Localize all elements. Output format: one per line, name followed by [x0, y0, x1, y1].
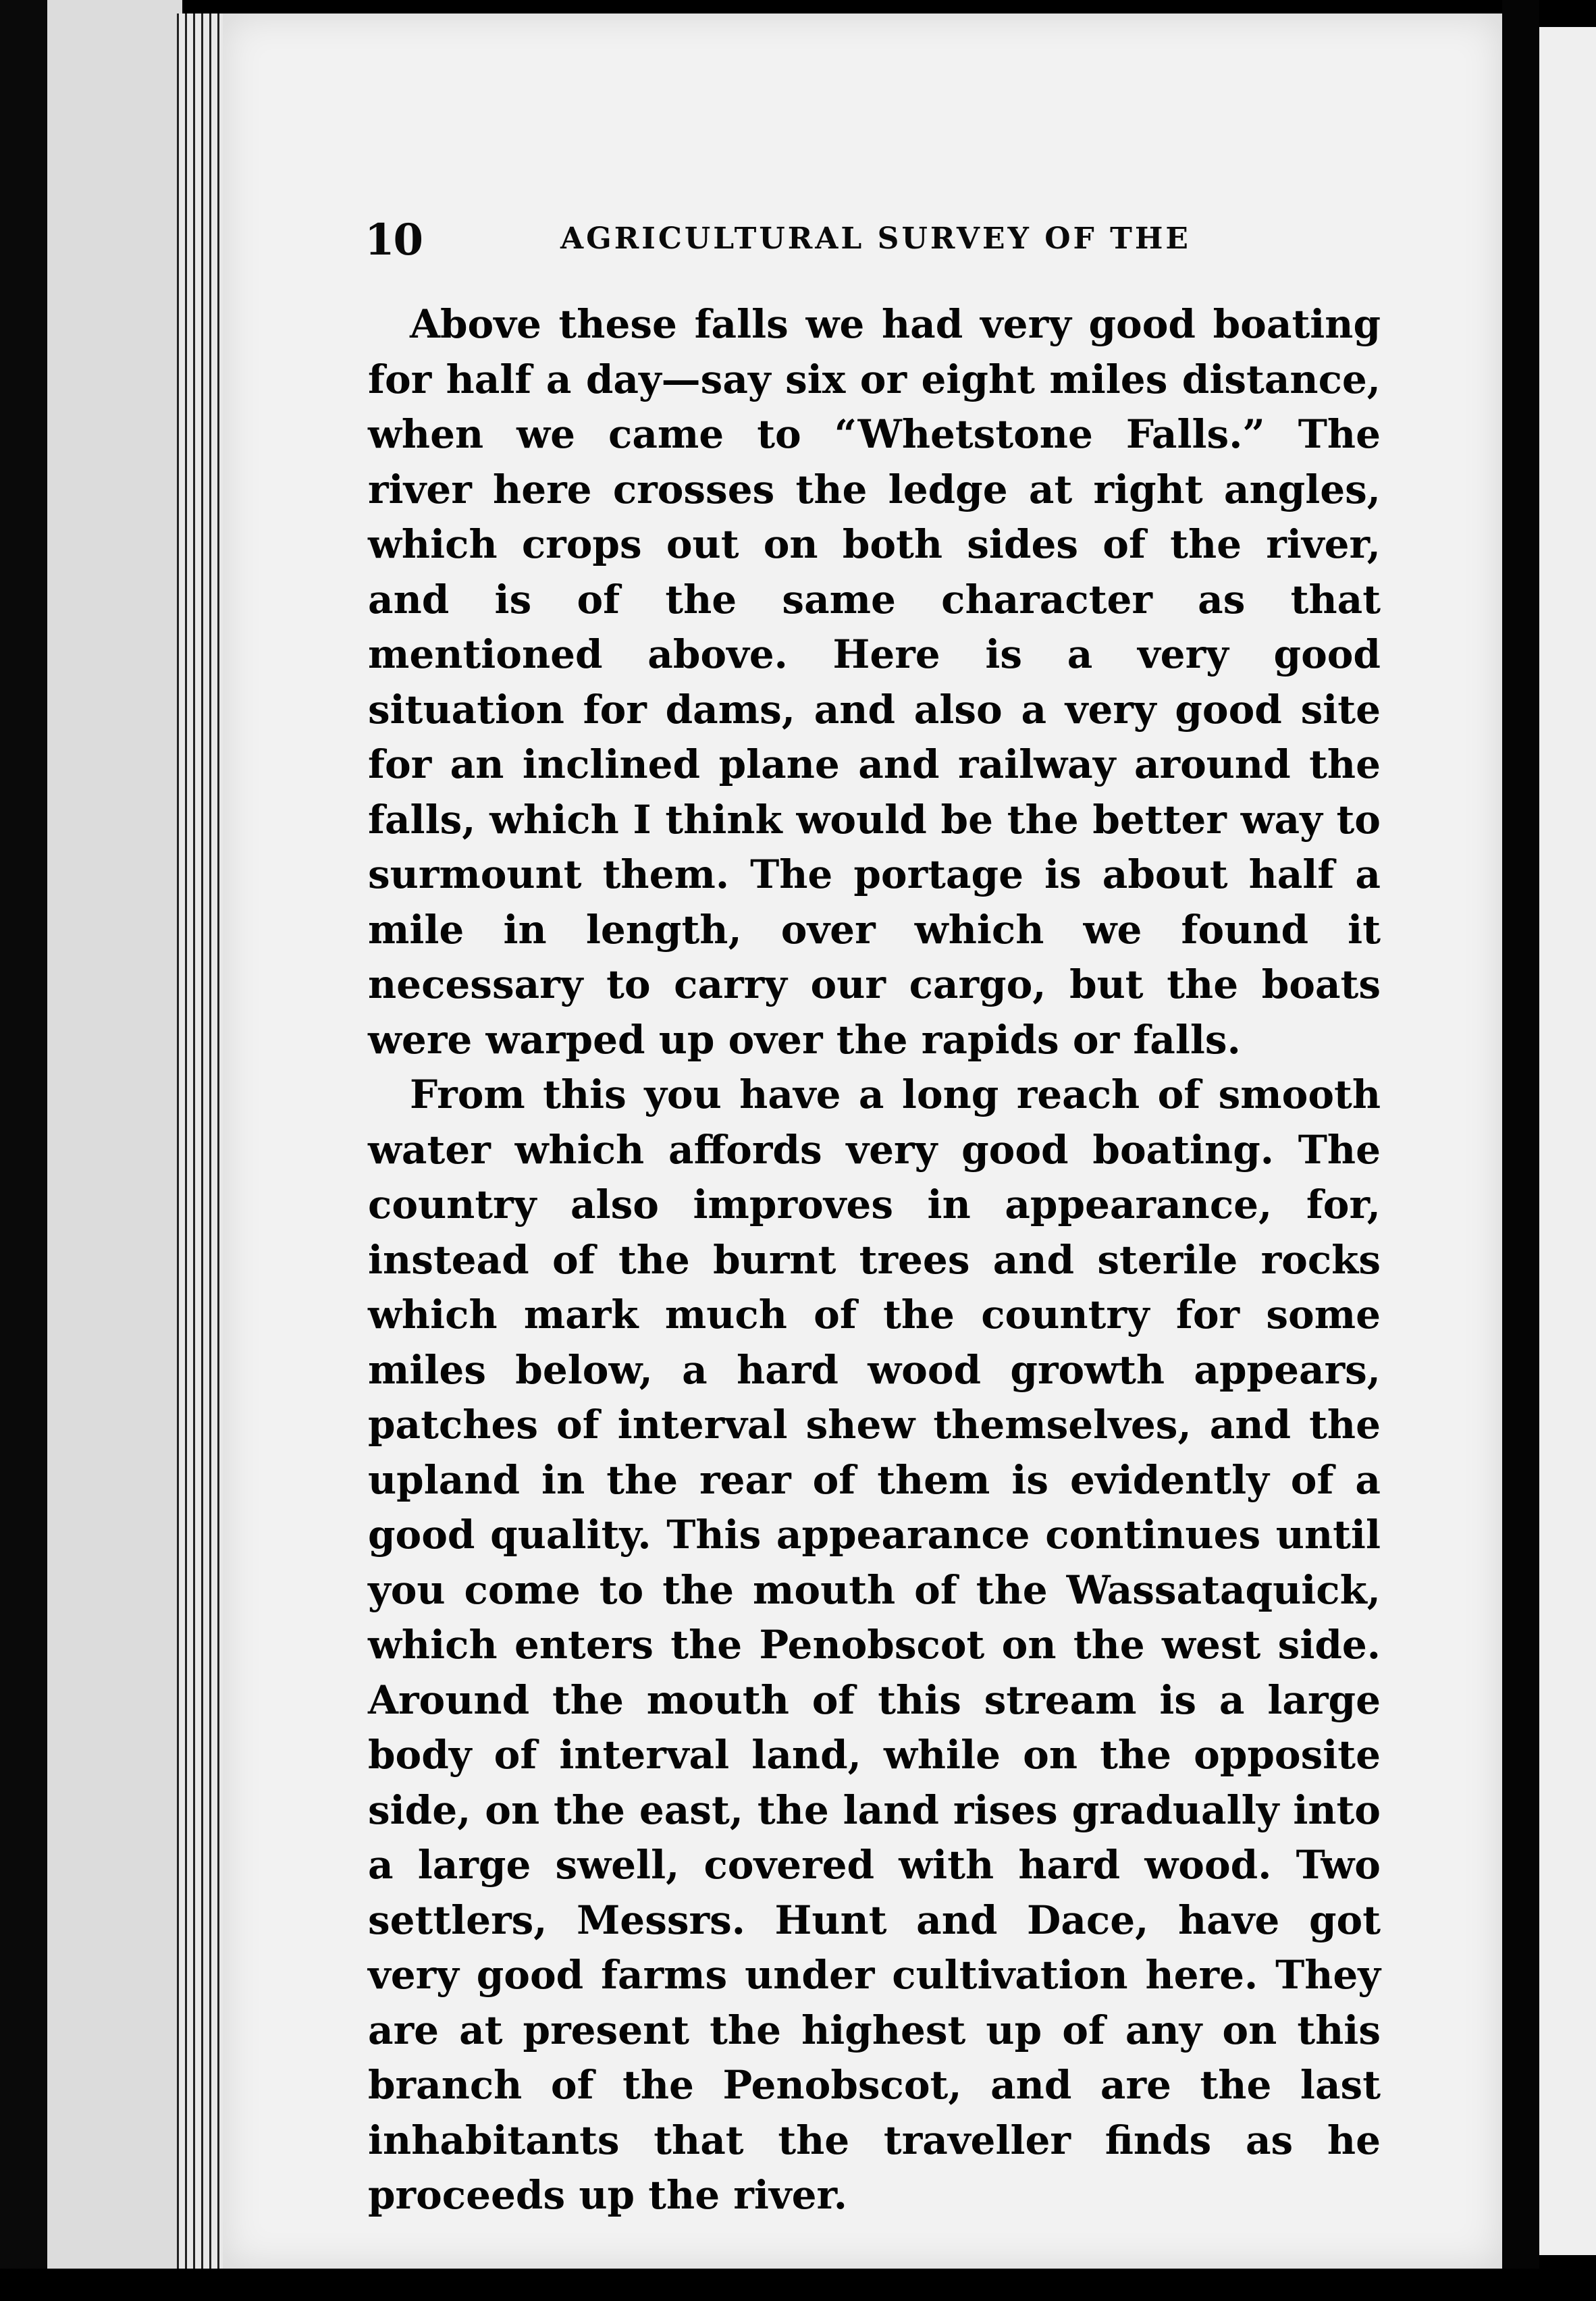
facing-page-edge [1539, 27, 1596, 2255]
scan-border-left [0, 0, 47, 2301]
paragraph-1: Above these falls we had very good boating for half a day—say six or eight miles distance, when we came to “Whetstone Falls.” The river here crosses the ledge at right angles, which crops out on both sides of the river, and is of the same character as that mentioned above. Here is a very good situation for dams, and also a very good site for an inclined plane and railway around the falls, which I think would be the better way to surmount them. The portage is about half a mile in length, over which we found it necessary to carry our cargo, but the boats were warped up over the rapids or falls. [368, 301, 1381, 1063]
paragraph-2: From this you have a long reach of smooth water which affords very good boating. The country also improves in appearance, for, instead of the burnt trees and sterile rocks which mark much of the country for some miles below, a hard wood growth appears, patches of interval shew themselves, and the upland in the rear of them is evidently of a good quality. This appearance continues until you come to the mouth of the Wassataquick, which enters the Penobscot on the west side. Around the mouth of this stream is a large body of interval land, while on the opposite side, on the east, the land rises gradually into a large swell, covered with hard wood. Two settlers, Messrs. Hunt and Dace, have got very good farms under cultivation here. They are at present the highest up of any on this branch of the Penobscot, and are the last inhabitants that the traveller finds as he proceeds up the river. [368, 1072, 1381, 2218]
running-head: AGRICULTURAL SURVEY OF THE [560, 221, 1191, 256]
scan-border-bottom [0, 2269, 1596, 2301]
body-text [368, 297, 1381, 2223]
scan-margin-strip [47, 0, 182, 2301]
book-spine-edges [177, 14, 224, 2269]
scan-border-right [1502, 0, 1539, 2301]
page-header [365, 215, 1391, 269]
page-number: 10 [365, 215, 423, 265]
